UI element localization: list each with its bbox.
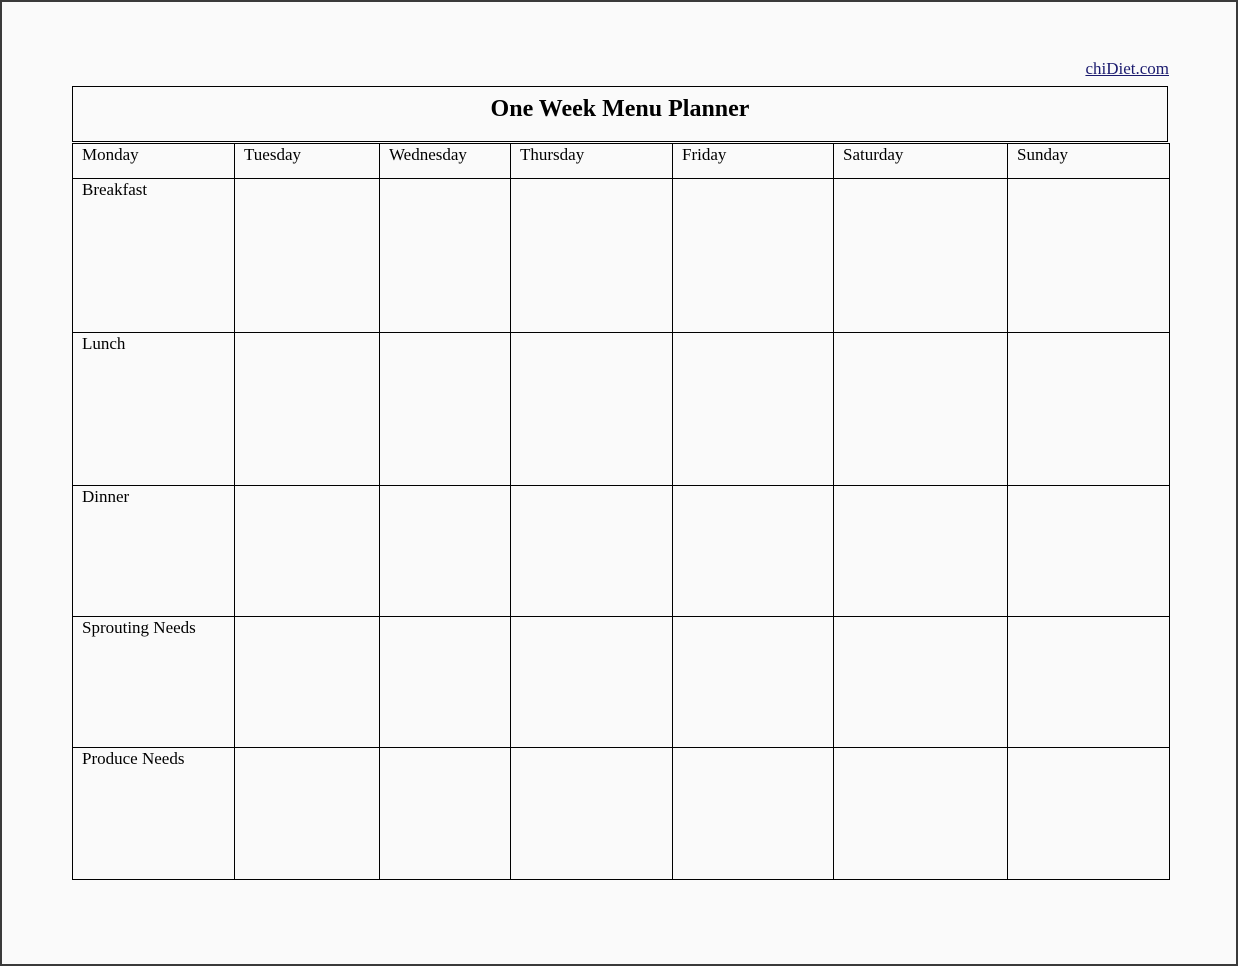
planner-cell[interactable] [1008,179,1170,333]
day-header-wednesday: Wednesday [380,144,511,179]
planner-cell[interactable] [834,179,1008,333]
meal-row-dinner [73,486,1170,617]
meal-row-produce-needs [73,748,1170,880]
planner-cell[interactable] [673,748,834,880]
planner-cell[interactable] [673,333,834,486]
day-header-tuesday: Tuesday [235,144,380,179]
meal-label-sprouting-needs: Sprouting Needs [73,617,235,748]
planner-cell[interactable] [834,617,1008,748]
planner-cell[interactable] [511,179,673,333]
planner-cell[interactable] [1008,617,1170,748]
planner-cell[interactable] [380,333,511,486]
day-header-row [73,144,1170,179]
site-link[interactable]: chiDiet.com [1085,59,1169,78]
meal-row-lunch [73,333,1170,486]
meal-label-breakfast: Breakfast [73,179,235,333]
planner-cell[interactable] [511,486,673,617]
planner-cell[interactable] [235,617,380,748]
planner-cell[interactable] [511,617,673,748]
page-title: One Week Menu Planner [490,95,750,122]
meal-label-dinner: Dinner [73,486,235,617]
planner-cell[interactable] [380,486,511,617]
planner-cell[interactable] [1008,748,1170,880]
planner-cell[interactable] [1008,333,1170,486]
title-box [72,86,1168,142]
day-header-sunday: Sunday [1008,144,1170,179]
planner-cell[interactable] [380,748,511,880]
planner-cell[interactable] [834,748,1008,880]
meal-row-breakfast [73,179,1170,333]
planner-cell[interactable] [235,486,380,617]
planner-cell[interactable] [380,179,511,333]
planner-cell[interactable] [673,486,834,617]
planner-cell[interactable] [235,748,380,880]
day-header-monday: Monday [73,144,235,179]
day-header-friday: Friday [673,144,834,179]
planner-cell[interactable] [511,333,673,486]
day-header-saturday: Saturday [834,144,1008,179]
planner-cell[interactable] [834,333,1008,486]
planner-grid [72,143,1170,880]
meal-label-produce-needs: Produce Needs [73,748,235,880]
planner-cell[interactable] [1008,486,1170,617]
planner-cell[interactable] [834,486,1008,617]
planner-cell[interactable] [673,179,834,333]
planner-cell[interactable] [235,333,380,486]
day-header-thursday: Thursday [511,144,673,179]
planner-cell[interactable] [673,617,834,748]
planner-cell[interactable] [380,617,511,748]
planner-cell[interactable] [235,179,380,333]
meal-label-lunch: Lunch [73,333,235,486]
planner-cell[interactable] [511,748,673,880]
meal-row-sprouting-needs [73,617,1170,748]
